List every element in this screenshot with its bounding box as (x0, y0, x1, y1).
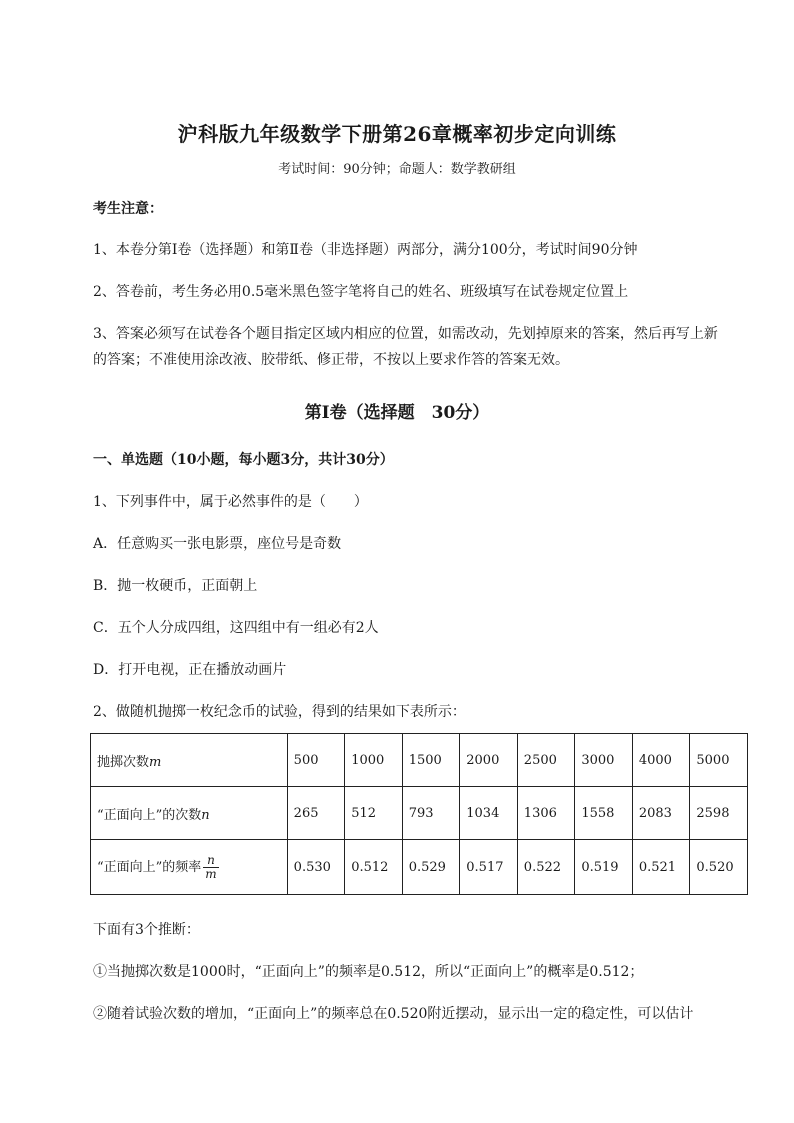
question-1-option-b: B．抛一枚硬币，正面朝上 (93, 578, 258, 594)
table-cell: 1500 (402, 734, 460, 787)
exam-info: 考试时间：90分钟；命题人：数学教研组 (278, 162, 516, 177)
table-cell: 2500 (517, 734, 575, 787)
row-label-heads-count: “正面向上”的次数n (91, 787, 288, 840)
question-1-option-a: A．任意购买一张电影票，座位号是奇数 (93, 536, 342, 552)
table-cell: 1558 (575, 787, 633, 840)
table-cell: 0.519 (575, 840, 633, 895)
table-cell: 1000 (345, 734, 403, 787)
inference-2: ②随着试验次数的增加，“正面向上”的频率总在0.520附近摆动，显示出一定的稳定性，可以估计 (93, 1006, 694, 1022)
notice-heading: 考生注意： (93, 201, 163, 217)
fraction-n-over-m: $\frac{n}{m}$ (205, 852, 217, 881)
row-label-tosses: 抛掷次数m (91, 734, 288, 787)
table-cell: 0.522 (517, 840, 575, 895)
part-heading: 一、单选题（10小题，每小题3分，共计30分） (93, 452, 394, 468)
table-row (91, 734, 748, 787)
table-cell: 0.521 (632, 840, 690, 895)
table-cell: 512 (345, 787, 403, 840)
coin-toss-table (90, 733, 748, 895)
question-1-option-c: C．五个人分成四组，这四组中有一组必有2人 (93, 620, 379, 636)
table-cell: 0.517 (460, 840, 518, 895)
question-2-after-table: 下面有3个推断： (93, 922, 200, 938)
notice-item-1: 1、本卷分第I卷（选择题）和第Ⅱ卷（非选择题）两部分，满分100分，考试时间90分钟 (93, 242, 638, 258)
notice-item-3: 3、答案必须写在试卷各个题目指定区域内相应的位置，如需改动，先划掉原来的答案，然后再写上新 (93, 326, 718, 342)
table-cell: 500 (287, 734, 345, 787)
question-2-stem: 2、做随机抛掷一枚纪念币的试验，得到的结果如下表所示： (93, 704, 466, 720)
table-cell: 1034 (460, 787, 518, 840)
table-cell: 1306 (517, 787, 575, 840)
table-cell: 2000 (460, 734, 518, 787)
table-cell: 3000 (575, 734, 633, 787)
table-cell: 0.530 (287, 840, 345, 895)
table-cell: 0.529 (402, 840, 460, 895)
table-cell: 265 (287, 787, 345, 840)
table-row (91, 840, 748, 895)
page-title: 沪科版九年级数学下册第26章概率初步定向训练 (177, 122, 617, 146)
table-row (91, 787, 748, 840)
notice-item-3-cont: 的答案；不准使用涂改液、胶带纸、修正带，不按以上要求作答的答案无效。 (93, 352, 569, 368)
table-cell: 4000 (632, 734, 690, 787)
table-cell: 0.512 (345, 840, 403, 895)
table-cell: 2598 (690, 787, 748, 840)
question-1-option-d: D．打开电视，正在播放动画片 (93, 662, 287, 678)
table-cell: 5000 (690, 734, 748, 787)
inference-1: ①当抛掷次数是1000时，“正面向上”的频率是0.512，所以“正面向上”的概率是0.512； (93, 964, 644, 980)
table-cell: 793 (402, 787, 460, 840)
table-cell: 2083 (632, 787, 690, 840)
table-cell: 0.520 (690, 840, 748, 895)
section-title: 第I卷（选择题 30分） (304, 403, 490, 423)
notice-item-2: 2、答卷前，考生务必用0.5毫米黑色签字笔将自己的姓名、班级填写在试卷规定位置上 (93, 284, 629, 300)
row-label-heads-frequency: “正面向上”的频率 $\frac{n}{m}$ (91, 840, 288, 895)
question-1-stem: 1、下列事件中，属于必然事件的是（ ） (93, 494, 368, 510)
